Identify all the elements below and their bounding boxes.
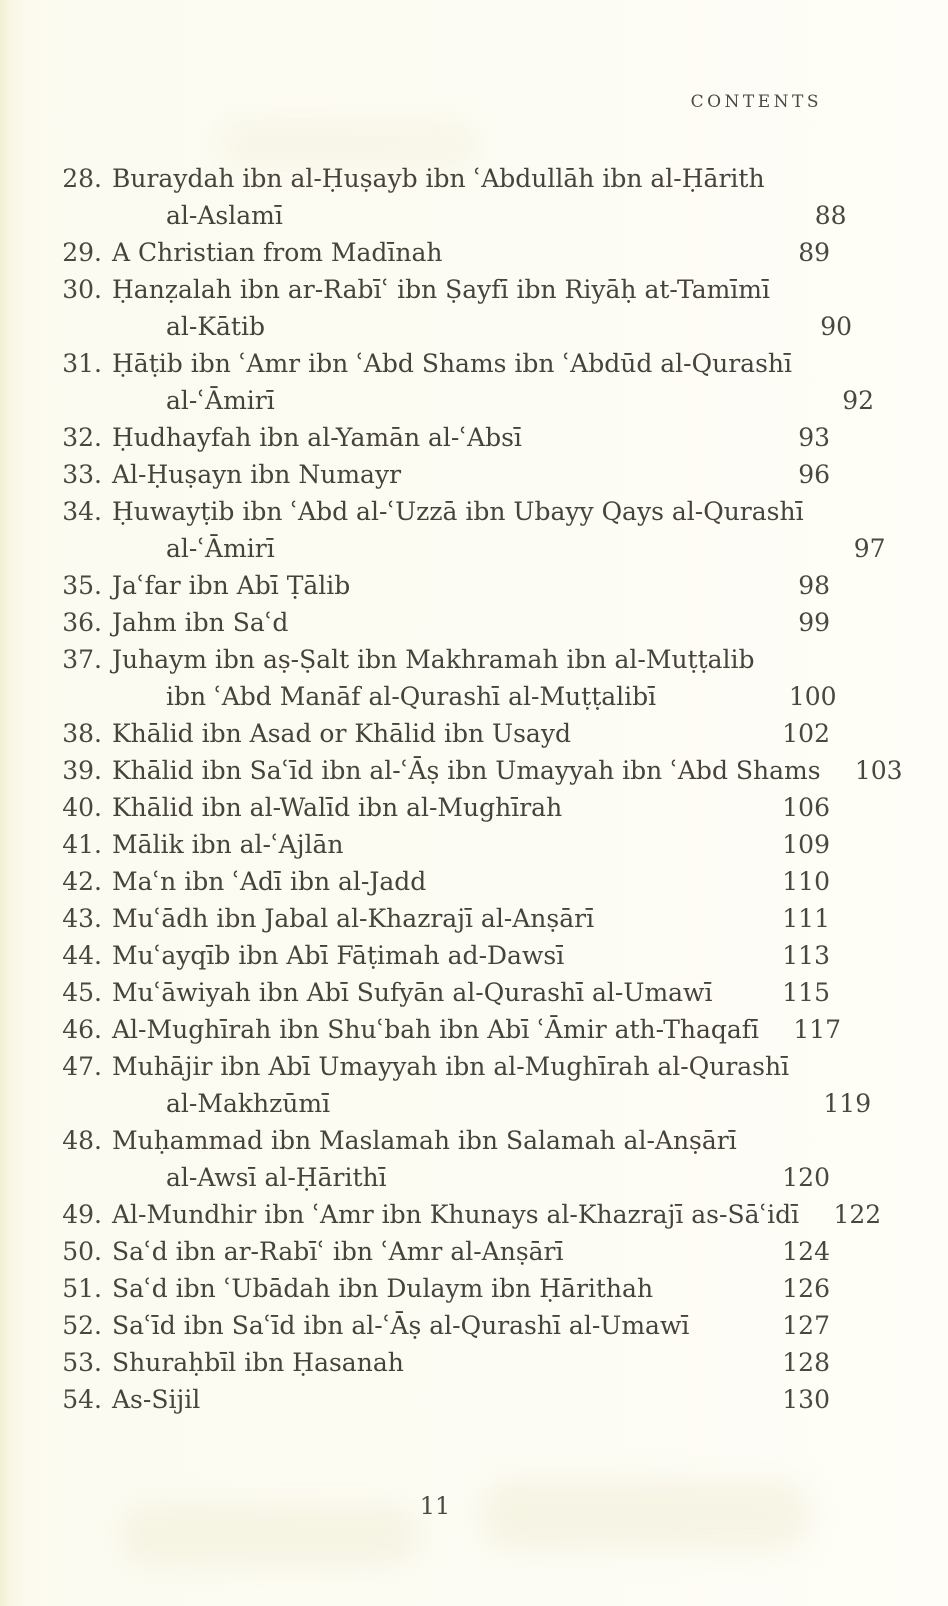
toc-entry [40,160,847,234]
entry-page-number: 106 [782,793,830,822]
entry-number: 46. [62,1015,102,1044]
toc-entry [40,456,830,493]
entry-title [112,863,748,900]
toc-entry [40,1233,830,1270]
toc-entry [40,1381,830,1418]
entry-title-line: Buraydah ibn al-Ḥuṣayb ibn ʿAbdullāh ibn al-Ḥārith [112,164,765,193]
entry-title [112,900,748,937]
entry-title-continuation-line: al-ʿĀmirī [166,386,275,415]
entry-page-number: 100 [788,682,837,711]
entry-title-line: Muʿādh ibn Jabal al-Khazrajī al-Anṣārī [112,904,595,933]
toc-entry [40,752,903,789]
entry-number: 32. [62,423,102,452]
entry-number: 30. [62,275,102,304]
entry-title-line: Al-Mundhir ibn ʿAmr ibn Khunays al-Khazrajī as-Sāʿidī [112,1200,800,1229]
entry-title-line: Khālid ibn Asad or Khālid ibn Usayd [112,719,571,748]
contents-running-header: CONTENTS [690,92,822,112]
entry-title [112,493,804,567]
entry-page-number: 124 [782,1237,830,1266]
entry-page-number: 127 [782,1311,830,1340]
entry-page-number: 88 [814,201,847,230]
toc-entry [40,1011,842,1048]
entry-title-line: Ḥāṭib ibn ʿAmr ibn ʿAbd Shams ibn ʿAbdūd al-Qurashī [112,349,792,378]
entry-number: 41. [62,830,102,859]
folio-page-number: 11 [419,1492,451,1520]
entry-number: 37. [62,645,102,674]
entry-title-line: Al-Mughīrah ibn Shuʿbah ibn Abī ʿĀmir ath-Thaqafī [112,1015,760,1044]
entry-title-line: Ḥudhayfah ibn al-Yamān al-ʿAbsī [112,423,522,452]
entry-title [112,271,770,345]
entry-title-line: Maʿn ibn ʿAdī ibn al-Jadd [112,867,427,896]
entry-page-number: 89 [798,238,830,267]
entry-title [112,345,792,419]
entry-title [112,234,748,271]
entry-page-number: 130 [782,1385,830,1414]
entry-title-line: Al-Ḥuṣayn ibn Numayr [112,460,402,489]
entry-title [112,1270,748,1307]
entry-title [112,419,748,456]
entry-title-line: Muhājir ibn Abī Umayyah ibn al-Mughīrah al-Qurashī [112,1052,790,1081]
entry-title [112,937,748,974]
toc-entry [40,345,874,419]
toc-entry [40,234,830,271]
entry-page-number: 109 [782,830,830,859]
entry-page-number: 111 [782,904,830,933]
entry-number: 36. [62,608,102,637]
entry-title-continuation-line: al-Kātib [166,312,265,341]
entry-page-number: 128 [782,1348,830,1377]
entry-number: 42. [62,867,102,896]
entry-number: 38. [62,719,102,748]
entry-number: 49. [62,1200,102,1229]
entry-number: 45. [62,978,102,1007]
entry-page-number: 113 [782,941,830,970]
entry-page-number: 122 [833,1200,882,1229]
entry-title [112,826,748,863]
toc-entry [40,1122,830,1196]
entry-number: 35. [62,571,102,600]
toc-entry [40,900,830,937]
toc-entry [40,641,837,715]
toc-entry [40,1307,830,1344]
entry-title-line: Ḥanẓalah ibn ar-Rabīʿ ibn Ṣayfī ibn Riyāḥ at-Tamīmī [112,275,770,304]
entry-title-line: Jaʿfar ibn Abī Ṭālib [112,571,351,600]
entry-title [112,1233,748,1270]
toc-entry [40,271,852,345]
entry-title-line: Saʿīd ibn Saʿīd ibn al-ʿĀṣ al-Qurashī al-Umawī [112,1311,690,1340]
entry-page-number: 92 [842,386,874,415]
entry-page-number: 96 [798,460,830,489]
entry-page-number: 120 [782,1163,830,1192]
entry-title-line: As-Sijil [112,1385,201,1414]
entry-title [112,604,748,641]
entry-title [112,641,755,715]
entry-title-line: Khālid ibn Saʿīd ibn al-ʿĀṣ ibn Umayyah ibn ʿAbd Shams [112,756,821,785]
toc-entry [40,493,886,567]
toc-entry [40,715,830,752]
entry-title [112,1048,789,1122]
entry-title-line: Muʿāwiyah ibn Abī Sufyān al-Qurashī al-Umawī [112,978,713,1007]
entry-number: 34. [62,497,102,526]
toc-entry [40,826,830,863]
entry-number: 31. [62,349,102,378]
entry-title-line: Jahm ibn Saʿd [112,608,289,637]
toc-entry [40,1048,872,1122]
toc-entry [40,567,830,604]
entry-page-number: 90 [820,312,852,341]
entry-title-continuation-line: ibn ʿAbd Manāf al-Qurashī al-Muṭṭalibī [166,682,657,711]
entry-title-continuation-line: al-Aslamī [166,201,283,230]
entry-title [112,715,748,752]
entry-title [112,974,748,1011]
toc-entry [40,789,830,826]
entry-title-line: Saʿd ibn ʿUbādah ibn Dulaym ibn Ḥārithah [112,1274,654,1303]
entry-page-number: 102 [782,719,830,748]
entry-page-number: 93 [798,423,830,452]
entry-title [112,456,748,493]
entry-title [112,1011,759,1048]
entry-page-number: 117 [793,1015,842,1044]
entry-number: 33. [62,460,102,489]
entry-title [112,1307,748,1344]
entry-number: 40. [62,793,102,822]
entry-title-line: Juhaym ibn aṣ-Ṣalt ibn Makhramah ibn al-Muṭṭalib [112,645,755,674]
entry-number: 51. [62,1274,102,1303]
entry-number: 39. [62,756,102,785]
toc-entry [40,974,830,1011]
entry-title-line: Khālid ibn al-Walīd ibn al-Mughīrah [112,793,563,822]
entry-page-number: 99 [798,608,830,637]
entry-title [112,752,821,789]
entry-title [112,567,748,604]
entry-number: 47. [62,1052,102,1081]
entry-page-number: 119 [823,1089,872,1118]
toc-entry [40,419,830,456]
entry-number: 29. [62,238,102,267]
entry-number: 53. [62,1348,102,1377]
entry-number: 50. [62,1237,102,1266]
entry-title-line: Muʿayqīb ibn Abī Fāṭimah ad-Dawsī [112,941,565,970]
entry-page-number: 98 [798,571,830,600]
entry-title-continuation-line: al-Awsī al-Ḥārithī [166,1163,387,1192]
toc-entry [40,937,830,974]
entry-title-line: Saʿd ibn ar-Rabīʿ ibn ʿAmr al-Anṣārī [112,1237,564,1266]
entry-title-line: A Christian from Madīnah [112,238,443,267]
entry-title-line: Shuraḥbīl ibn Ḥasanah [112,1348,404,1377]
entry-page-number: 110 [782,867,830,896]
entry-page-number: 126 [782,1274,830,1303]
entry-title-line: Ḥuwayṭib ibn ʿAbd al-ʿUzzā ibn Ubayy Qays al-Qurashī [112,497,804,526]
entry-number: 28. [62,164,102,193]
entry-number: 54. [62,1385,102,1414]
entry-title [112,789,748,826]
entry-title [112,1381,748,1418]
toc-entry [40,863,830,900]
entry-title-continuation-line: al-ʿĀmirī [166,534,275,563]
entry-page-number: 115 [782,978,830,1007]
toc-list [40,160,903,1418]
entry-title [112,1122,748,1196]
entry-number: 52. [62,1311,102,1340]
entry-title [112,1344,748,1381]
entry-title-continuation-line: al-Makhzūmī [166,1089,331,1118]
entry-page-number: 97 [853,534,886,563]
toc-entry [40,1344,830,1381]
entry-title [112,160,765,234]
entry-title-line: Muḥammad ibn Maslamah ibn Salamah al-Anṣārī [112,1126,737,1155]
toc-entry [40,1270,830,1307]
toc-entry [40,604,830,641]
entry-title-line: Mālik ibn al-ʿAjlān [112,830,344,859]
entry-number: 43. [62,904,102,933]
entry-title [112,1196,799,1233]
entry-number: 44. [62,941,102,970]
entry-page-number: 103 [854,756,903,785]
toc-entry [40,1196,882,1233]
entry-number: 48. [62,1126,102,1155]
